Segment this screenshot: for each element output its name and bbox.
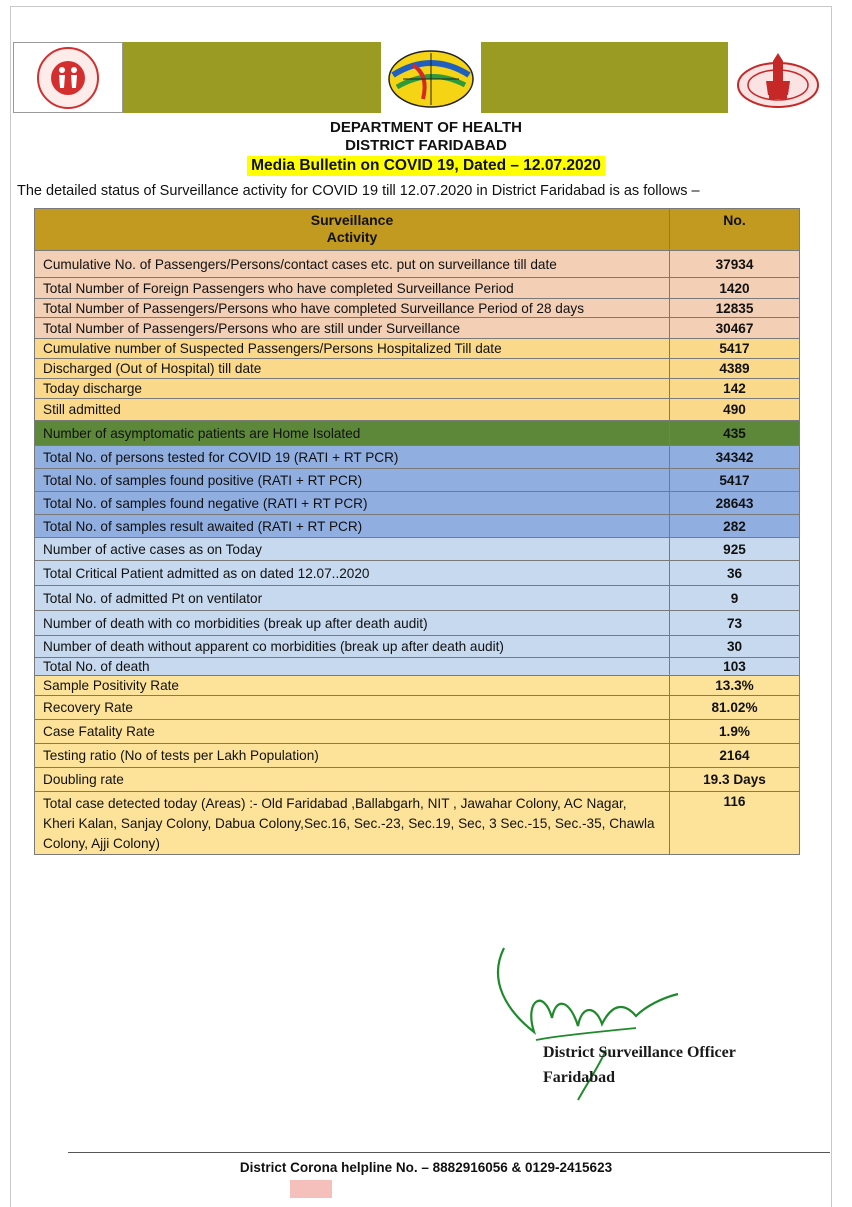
footer-divider [68, 1152, 830, 1153]
table-row [35, 299, 800, 318]
row-label: Sample Positivity Rate [35, 676, 670, 696]
signatory-place: Faridabad [543, 1069, 616, 1086]
row-value: 142 [670, 379, 800, 399]
signatory-block [543, 1040, 736, 1090]
row-label: Number of death with co morbidities (break up after death audit) [35, 611, 670, 636]
header-number: No. [670, 209, 800, 251]
table-row [35, 586, 800, 611]
row-value: 2164 [670, 744, 800, 768]
haryana-emblem [728, 42, 828, 113]
row-value: 12835 [670, 299, 800, 318]
row-value: 5417 [670, 339, 800, 359]
row-label: Total Number of Passengers/Persons who are still under Surveillance [35, 318, 670, 339]
table-row [35, 318, 800, 339]
table-row [35, 636, 800, 658]
row-label: Total No. of persons tested for COVID 19 (RATI + RT PCR) [35, 446, 670, 469]
row-value: 37934 [670, 251, 800, 278]
helpline-text: District Corona helpline No. – 8882916056 & 0129-2415623 [239, 1160, 613, 1175]
banner-olive-right [481, 42, 728, 113]
row-value: 435 [670, 421, 800, 446]
bulletin-titles [0, 119, 852, 176]
table-row [35, 359, 800, 379]
row-label: Number of asymptomatic patients are Home Isolated [35, 421, 670, 446]
row-label: Discharged (Out of Hospital) till date [35, 359, 670, 379]
table-row [35, 744, 800, 768]
table-row [35, 768, 800, 792]
row-value: 30467 [670, 318, 800, 339]
row-value: 36 [670, 561, 800, 586]
banner-olive-left [123, 42, 381, 113]
wps-watermark [290, 1180, 332, 1198]
header-activity: Surveillance Activity [35, 209, 670, 251]
signatory-title: District Surveillance Officer [543, 1044, 736, 1061]
surveillance-table [34, 208, 800, 855]
row-label: Testing ratio (No of tests per Lakh Population) [35, 744, 670, 768]
row-value: 103 [670, 658, 800, 676]
row-value: 9 [670, 586, 800, 611]
row-value: 1420 [670, 278, 800, 299]
table-row [35, 561, 800, 586]
row-label: Case Fatality Rate [35, 720, 670, 744]
row-label: Doubling rate [35, 768, 670, 792]
row-value: 73 [670, 611, 800, 636]
department-title: DEPARTMENT OF HEALTH [330, 119, 522, 136]
table-row [35, 492, 800, 515]
row-label: Total Number of Foreign Passengers who have completed Surveillance Period [35, 278, 670, 299]
table-row [35, 446, 800, 469]
table-row [35, 676, 800, 696]
row-value: 13.3% [670, 676, 800, 696]
row-value: 28643 [670, 492, 800, 515]
row-value: 282 [670, 515, 800, 538]
row-label: Total case detected today (Areas) :- Old Faridabad ,Ballabgarh, NIT , Jawahar Colony, AC Nagar, Kheri Kalan, Sanjay Colony, Dabua Colony,Sec.16, Sec.-23, Sec.19, Sec, 3 Sec.-15, Sec.-35, Chawla Colony, Ajji Colony) [35, 792, 670, 855]
row-value: 4389 [670, 359, 800, 379]
row-label: Number of death without apparent co morbidities (break up after death audit) [35, 636, 670, 658]
row-label: Cumulative No. of Passengers/Persons/contact cases etc. put on surveillance till date [35, 251, 670, 278]
row-value: 925 [670, 538, 800, 561]
row-label: Total No. of death [35, 658, 670, 676]
row-label: Number of active cases as on Today [35, 538, 670, 561]
table-row [35, 251, 800, 278]
row-label: Today discharge [35, 379, 670, 399]
globe-logo [381, 42, 481, 113]
row-label: Total Critical Patient admitted as on dated 12.07..2020 [35, 561, 670, 586]
row-label: Cumulative number of Suspected Passengers/Persons Hospitalized Till date [35, 339, 670, 359]
row-value: 19.3 Days [670, 768, 800, 792]
table-row [35, 339, 800, 359]
row-value: 30 [670, 636, 800, 658]
table-row [35, 538, 800, 561]
table-row [35, 469, 800, 492]
header-banner [13, 42, 828, 113]
nhm-logo [13, 42, 123, 113]
table-row [35, 658, 800, 676]
wps-logo-icon [290, 1180, 332, 1198]
row-value: 490 [670, 399, 800, 421]
row-label: Total No. of samples found positive (RATI + RT PCR) [35, 469, 670, 492]
table-header-row [35, 209, 800, 251]
district-title: DISTRICT FARIDABAD [345, 137, 507, 154]
row-value: 116 [670, 792, 800, 855]
row-value: 34342 [670, 446, 800, 469]
table-row [35, 611, 800, 636]
row-value: 81.02% [670, 696, 800, 720]
table-row [35, 696, 800, 720]
row-value: 1.9% [670, 720, 800, 744]
row-label: Still admitted [35, 399, 670, 421]
table-row [35, 792, 800, 855]
row-label: Recovery Rate [35, 696, 670, 720]
table-row [35, 278, 800, 299]
row-label: Total No. of samples result awaited (RATI + RT PCR) [35, 515, 670, 538]
row-label: Total Number of Passengers/Persons who have completed Surveillance Period of 28 days [35, 299, 670, 318]
table-row [35, 379, 800, 399]
table-row [35, 720, 800, 744]
table-row [35, 515, 800, 538]
row-label: Total No. of samples found negative (RATI + RT PCR) [35, 492, 670, 515]
row-label: Total No. of admitted Pt on ventilator [35, 586, 670, 611]
table-row [35, 421, 800, 446]
row-value: 5417 [670, 469, 800, 492]
bulletin-date-title: Media Bulletin on COVID 19, Dated – 12.07.2020 [247, 156, 605, 176]
intro-text: The detailed status of Surveillance activity for COVID 19 till 12.07.2020 in District Faridabad is as follows – [17, 183, 700, 199]
table-row [35, 399, 800, 421]
